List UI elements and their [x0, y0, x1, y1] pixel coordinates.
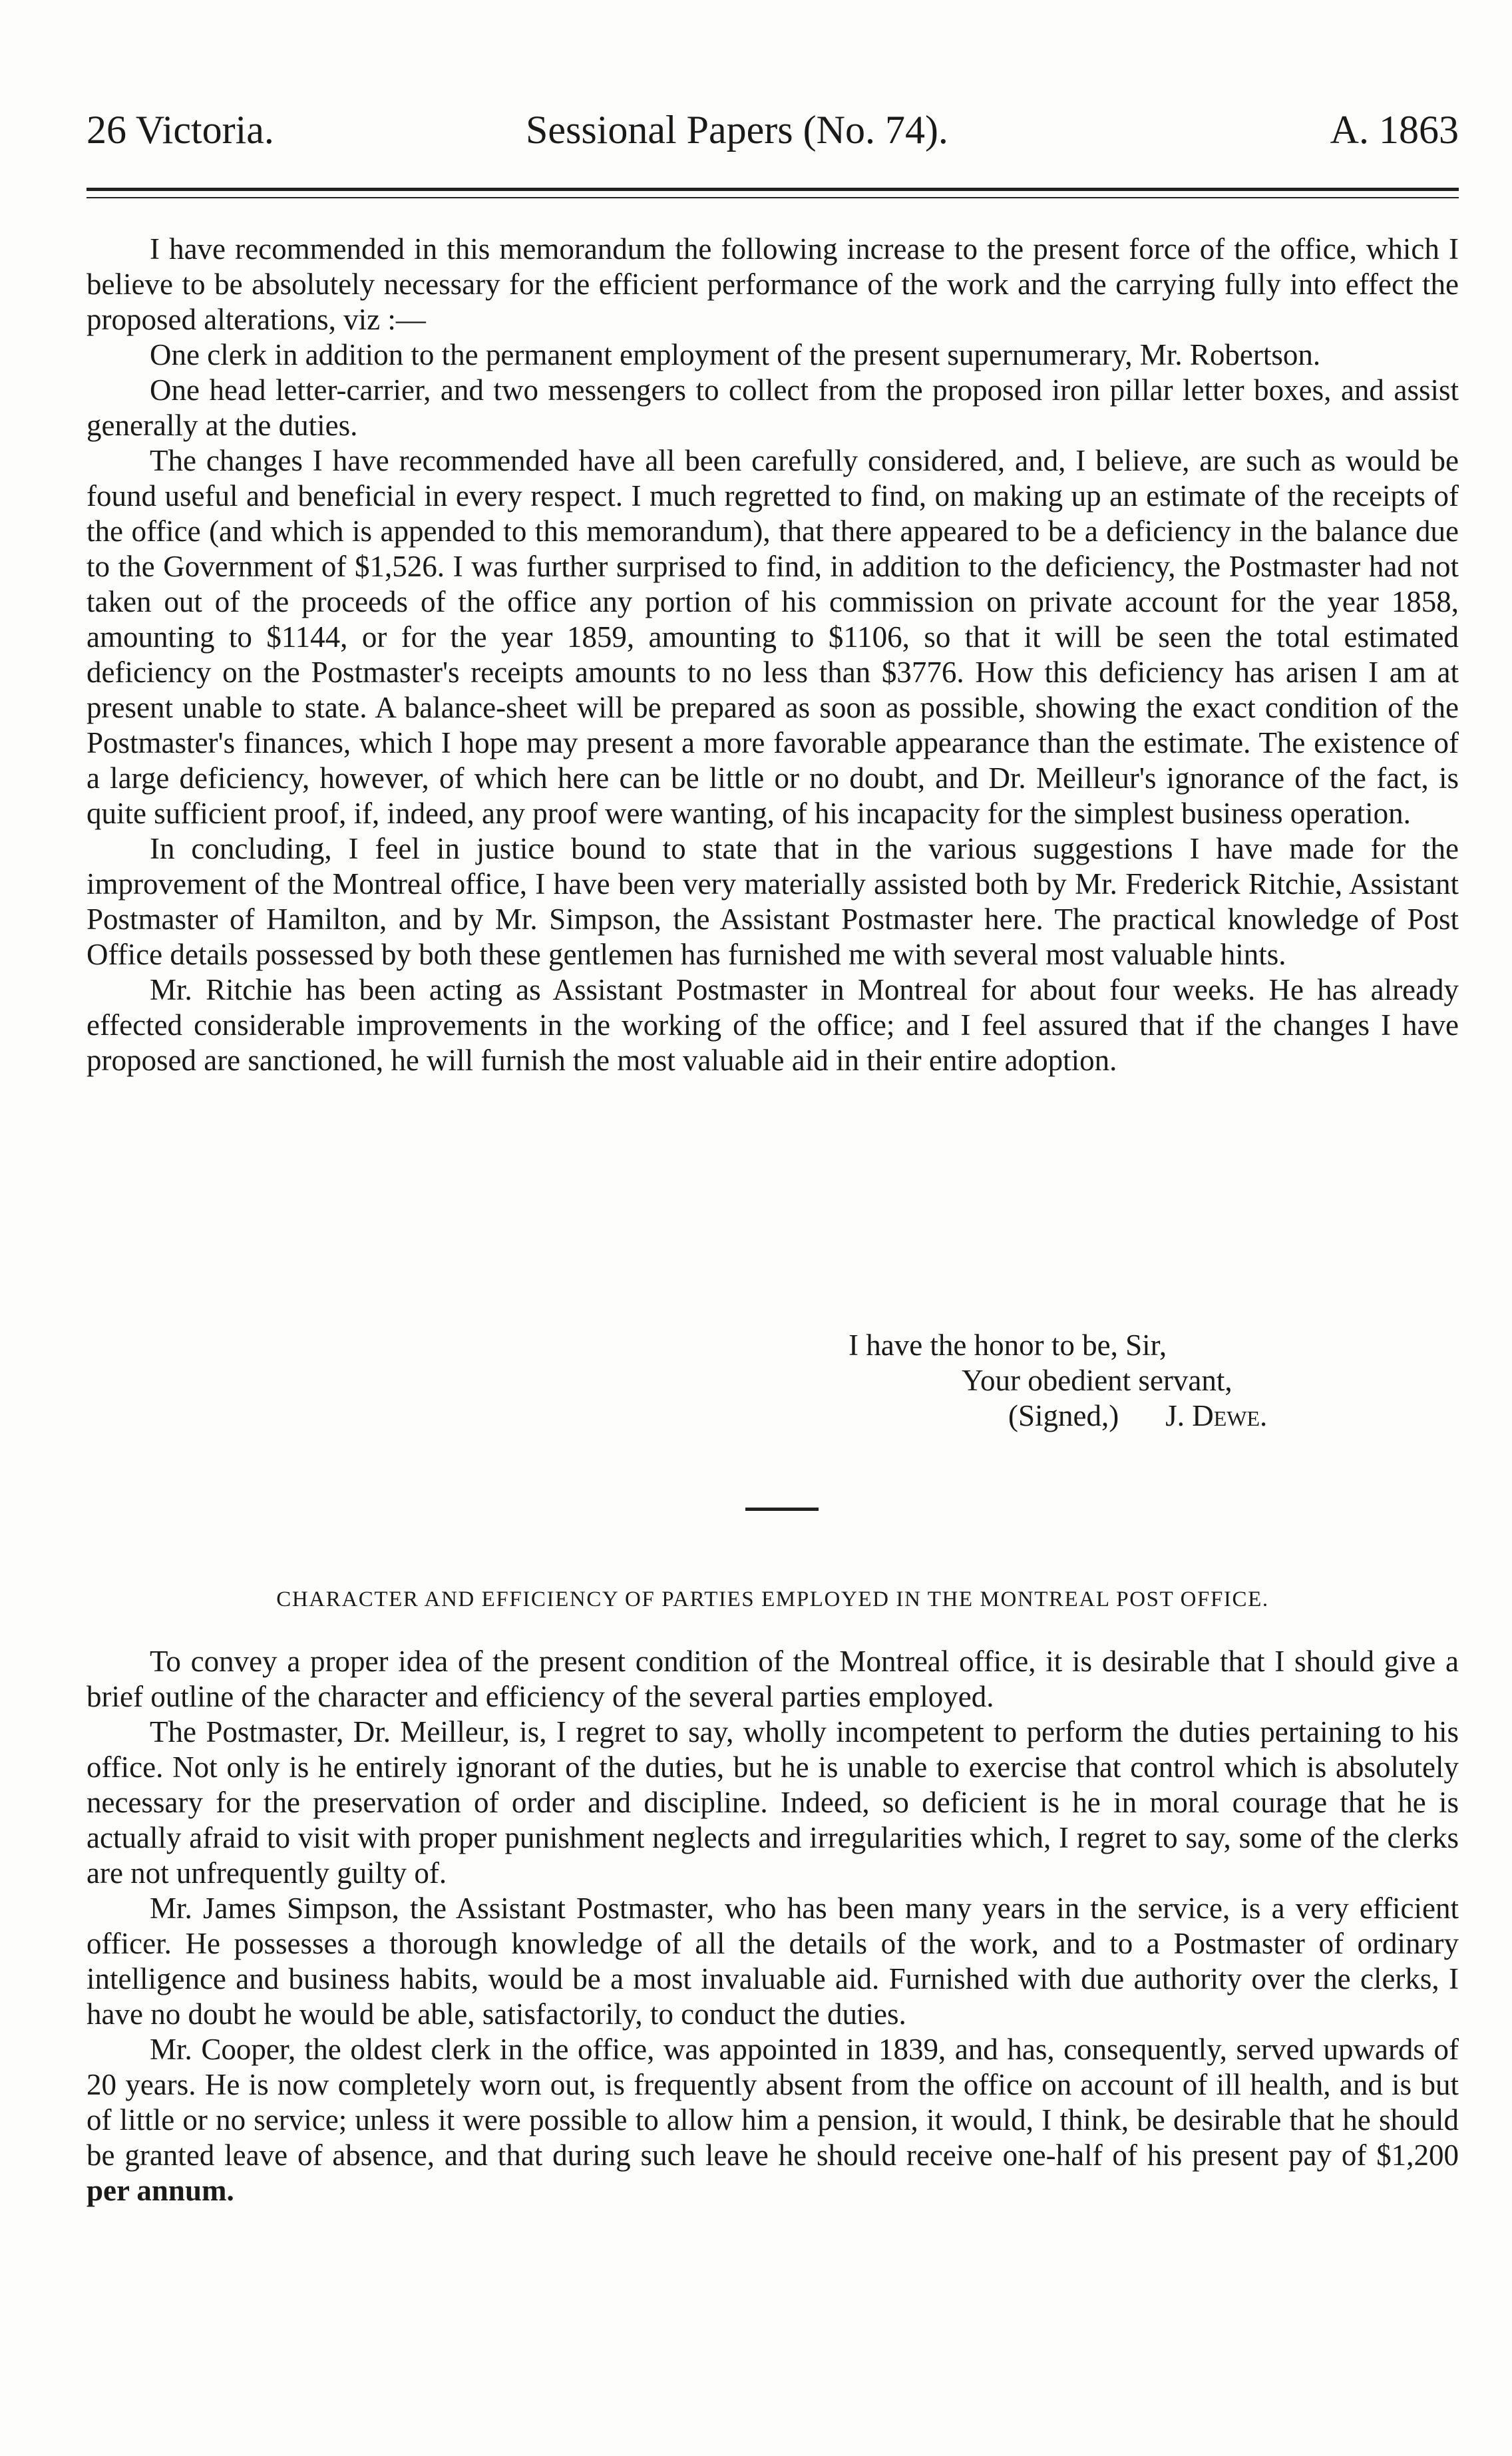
header-year: A. 1863 — [1330, 108, 1459, 152]
section-body — [87, 1644, 1459, 2208]
header-title: Sessional Papers (No. 74). — [526, 108, 948, 152]
signature-closing: Your obedient servant, — [962, 1364, 1232, 1397]
section-last-text: Mr. Cooper, the oldest clerk in the office, was appointed in 1839, and has, consequently, served upwards of 20 years. He is now completely worn out, is frequently absent from the office on account of ill health, and is but of little or no service; unless it were possible to allow him a pension, it would, I think, be desirable that he should be granted leave of absence, and that during such leave he should receive one-half of his present pay of $1,200 — [87, 2033, 1459, 2172]
section-heading: CHARACTER AND EFFICIENCY OF PARTIES EMPLOYED IN THE MONTREAL POST OFFICE. — [276, 1587, 1269, 1611]
signature-name: J. Dewe. — [1165, 1399, 1268, 1432]
header-volume: 26 Victoria. — [87, 108, 274, 152]
section-paragraph-last — [87, 2032, 1459, 2208]
section-divider — [745, 1508, 819, 1511]
memorandum-paragraph: I have recommended in this memorandum the following increase to the present force of the office, which I believe to be absolutely necessary for the efficient performance of the work and the carrying fully into effect the proposed alterations, viz :— — [87, 232, 1459, 336]
section-paragraph: Mr. James Simpson, the Assistant Postmaster, who has been many years in the service, is a very efficient officer. He possesses a thorough knowledge of all the details of the work, and to a Postmaster of ordinary intelligence and business habits, would be a most invaluable aid. Furnished with due authority over the clerks, I have no doubt he would be able, satisfactorily, to conduct the duties. — [87, 1892, 1459, 2031]
header-rule-thin — [87, 197, 1459, 198]
section-last-tail: per annum. — [87, 2174, 234, 2207]
page-header — [87, 103, 1459, 156]
memorandum-paragraph: One clerk in addition to the permanent employment of the present supernumerary, Mr. Robertson. — [150, 338, 1321, 371]
memorandum-paragraph: In concluding, I feel in justice bound to state that in the various suggestions I have made for the improvement of the Montreal office, I have been very materially assisted both by Mr. Frederick Ritchie, Assistant Postmaster of Hamilton, and by Mr. Simpson, the Assistant Postmaster here. The practical knowledge of Post Office details possessed by both these gentlemen has furnished me with several most valuable hints. — [87, 832, 1459, 971]
signature-line — [1008, 1398, 1267, 1434]
memorandum-paragraph: Mr. Ritchie has been acting as Assistant Postmaster in Montreal for about four weeks. He has already effected considerable improvements in the working of the office; and I feel assured that if the changes I have proposed are sanctioned, he will furnish the most valuable aid in their entire adoption. — [87, 973, 1459, 1077]
header-rule-thick — [87, 188, 1459, 191]
memorandum-paragraph: The changes I have recommended have all been carefully considered, and, I believe, are such as would be found useful and beneficial in every respect. I much regretted to find, on making up an estimate of the receipts of the office (and which is appended to this memorandum), that there appeared to be a deficiency in the balance due to the Government of $1,526. I was further surprised to find, in addition to the deficiency, the Postmaster had not taken out of the proceeds of the office any portion of his commission on private account for the year 1858, amounting to $1144, or for the year 1859, amounting to $1106, so that it will be seen the total estimated deficiency on the Postmaster's receipts amounts to no less than $3776. How this deficiency has arisen I am at present unable to state. A balance-sheet will be prepared as soon as possible, showing the exact condition of the Postmaster's finances, which I hope may present a more favorable appearance than the estimate. The existence of a large deficiency, however, of which here can be little or no doubt, and Dr. Meilleur's ignorance of the fact, is quite sufficient proof, if, indeed, any proof were wanting, of his incapacity for the simplest business operation. — [87, 444, 1459, 830]
signature-signed: (Signed,) — [1008, 1399, 1119, 1432]
signature-salutation: I have the honor to be, Sir, — [849, 1329, 1167, 1362]
section-paragraph: To convey a proper idea of the present condition of the Montreal office, it is desirable that I should give a brief outline of the character and efficiency of the several parties employed. — [87, 1645, 1459, 1713]
memorandum-paragraph: One head letter-carrier, and two messengers to collect from the proposed iron pillar letter boxes, and assist generally at the duties. — [87, 373, 1459, 442]
memorandum-body — [87, 232, 1459, 1078]
section-paragraph: The Postmaster, Dr. Meilleur, is, I regret to say, wholly incompetent to perform the duties pertaining to his office. Not only is he entirely ignorant of the duties, but he is unable to exercise that control which is absolutely necessary for the preservation of order and discipline. Indeed, so deficient is he in moral courage that he is actually afraid to visit with proper punishment neglects and irregularities which, I regret to say, some of the clerks are not unfrequently guilty of. — [87, 1715, 1459, 1890]
